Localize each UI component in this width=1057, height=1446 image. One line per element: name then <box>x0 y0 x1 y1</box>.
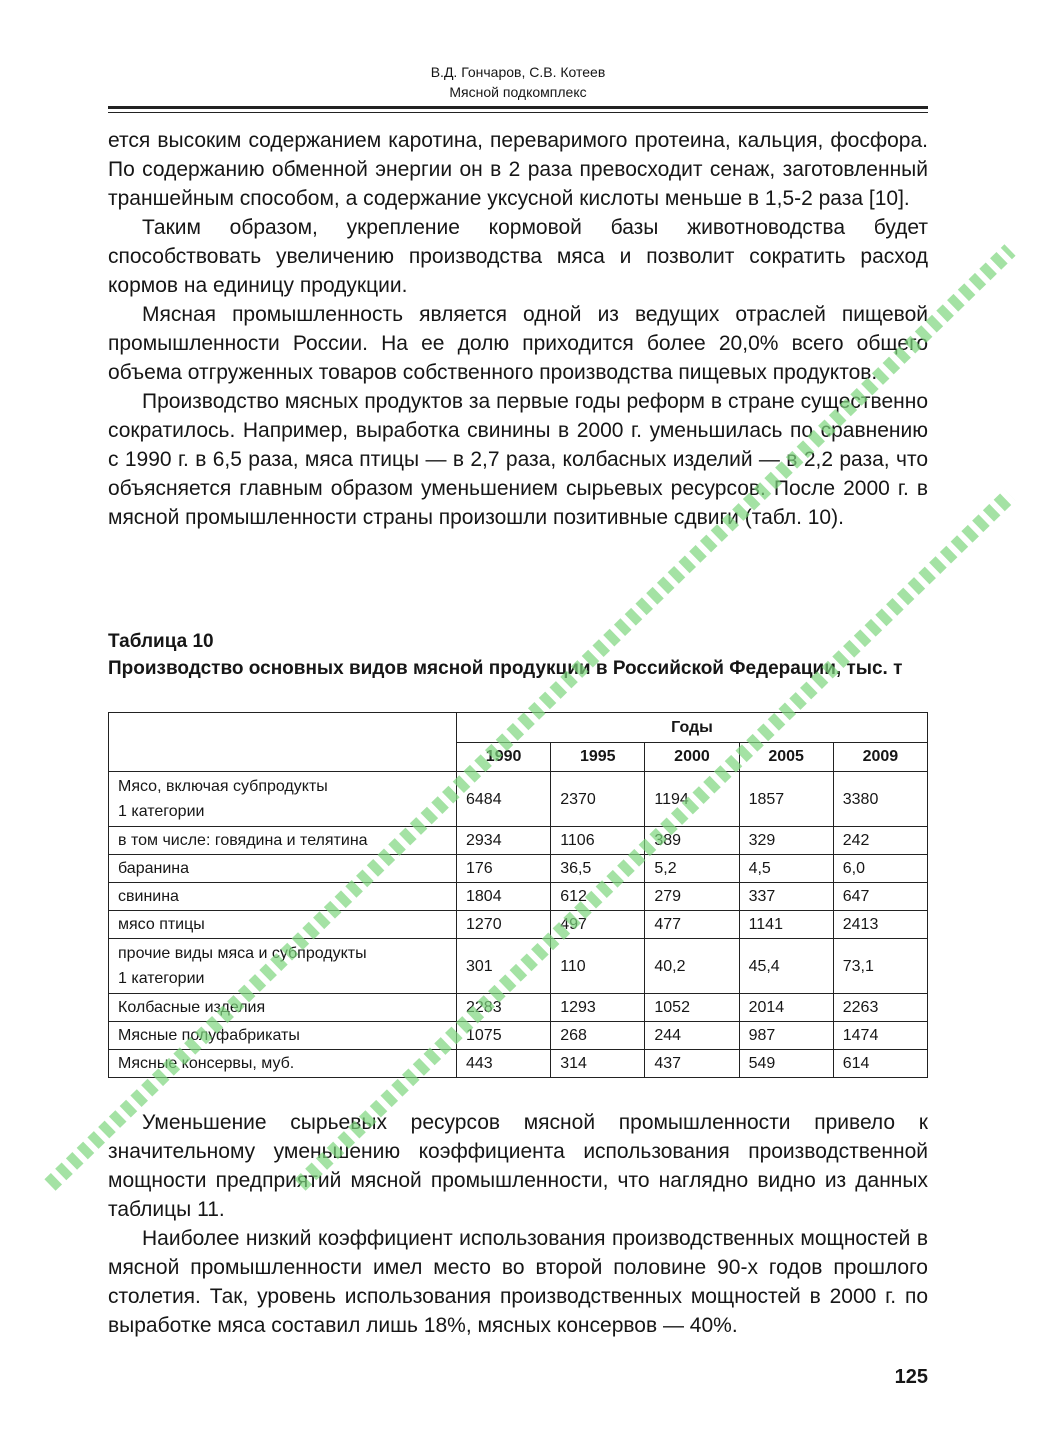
row-label: Мясные полуфабрикаты <box>109 1022 457 1050</box>
table-header-row <box>109 713 928 743</box>
row-label: Мясо, включая субпродукты 1 категории <box>109 772 457 827</box>
table-cell: 614 <box>833 1050 927 1078</box>
paragraph: Производство мясных продуктов за первые годы реформ в стране существенно сократилось. Например, выработка свинины в 2000 г. уменьшилась по сравнению с 1990 г. в 6,5 раза, мяса птицы — в 2,7 раза, колбасных изделий — в 2,2 раза, что объясняется главным образом уменьшением сырьевых ресурсов. После 2000 г. в мясной промышленности страны произошли позитивные сдвиги (табл. 10). <box>108 390 928 529</box>
table-cell: 2370 <box>551 772 645 827</box>
year-header: 1995 <box>551 743 645 772</box>
table-row <box>109 911 928 939</box>
row-label: Мясные консервы, муб. <box>109 1050 457 1078</box>
paragraph: Таким образом, укрепление кормовой базы животноводства будет способствовать увеличению производства мяса и позволит сократить расход кормов на единицу продукции. <box>108 216 928 297</box>
table-cell: 477 <box>645 911 739 939</box>
table-cell: 73,1 <box>833 939 927 994</box>
year-header: 2005 <box>739 743 833 772</box>
table-title: Производство основных видов мясной продукции в Российской Федерации, тыс. т <box>108 658 903 679</box>
table-cell: 3380 <box>833 772 927 827</box>
table-cell: 612 <box>551 883 645 911</box>
year-header: 1990 <box>457 743 551 772</box>
table-cell: 6,0 <box>833 855 927 883</box>
table-cell: 647 <box>833 883 927 911</box>
table-row <box>109 994 928 1022</box>
paragraph-continued: ется высоким содержанием каротина, переваримого протеина, кальция, фосфора. По содержанию обменной энергии он в 2 раза превосходит сенаж, заготовленный траншейным способом, а содержание уксусной кислоты меньше в 1,5-2 раза [10]. <box>108 129 928 210</box>
table-cell: 1293 <box>551 994 645 1022</box>
table-cell: 443 <box>457 1050 551 1078</box>
page-number: 125 <box>894 1366 928 1388</box>
table-row <box>109 855 928 883</box>
table-cell: 329 <box>739 827 833 855</box>
table-cell: 1075 <box>457 1022 551 1050</box>
paragraph: Наиболее низкий коэффициент использования производственных мощностей в мясной промышленности имел место во второй половине 90-х годов прошлого столетия. Так, уровень использования производственных мощностей в 2000 г. по выработке мяса составил лишь 18%, мясных консервов — 40%. <box>108 1227 928 1337</box>
table-cell: 987 <box>739 1022 833 1050</box>
table-row <box>109 827 928 855</box>
row-label: в том числе: говядина и телятина <box>109 827 457 855</box>
table-cell: 1474 <box>833 1022 927 1050</box>
table-caption <box>108 628 928 682</box>
table-cell: 6484 <box>457 772 551 827</box>
header-divider <box>108 106 928 109</box>
table-cell: 437 <box>645 1050 739 1078</box>
table-row <box>109 939 928 994</box>
table-cell: 1194 <box>645 772 739 827</box>
table-cell: 40,2 <box>645 939 739 994</box>
table-cell: 279 <box>645 883 739 911</box>
header-title: Мясной подкомплекс <box>449 84 587 100</box>
year-header: 2000 <box>645 743 739 772</box>
table-cell: 389 <box>645 827 739 855</box>
table-cell: 1804 <box>457 883 551 911</box>
table-row <box>109 1022 928 1050</box>
table-cell: 4,5 <box>739 855 833 883</box>
table-cell: 337 <box>739 883 833 911</box>
table-cell: 242 <box>833 827 927 855</box>
table-cell: 2283 <box>457 994 551 1022</box>
table-cell: 497 <box>551 911 645 939</box>
table-cell: 268 <box>551 1022 645 1050</box>
row-label: свинина <box>109 883 457 911</box>
table-cell: 2263 <box>833 994 927 1022</box>
table-cell: 5,2 <box>645 855 739 883</box>
header-authors: В.Д. Гончаров, С.В. Котеев <box>430 64 606 80</box>
running-header <box>108 62 928 102</box>
table-cell: 2934 <box>457 827 551 855</box>
table-label: Таблица 10 <box>108 631 214 652</box>
table-cell: 244 <box>645 1022 739 1050</box>
table-cell: 1052 <box>645 994 739 1022</box>
table-cell: 176 <box>457 855 551 883</box>
row-label: Колбасные изделия <box>109 994 457 1022</box>
row-label: прочие виды мяса и субпродукты 1 категории <box>109 939 457 994</box>
production-table <box>108 712 928 1078</box>
table-cell: 1106 <box>551 827 645 855</box>
year-header: 2009 <box>833 743 927 772</box>
table-cell: 1857 <box>739 772 833 827</box>
table-cell: 301 <box>457 939 551 994</box>
row-label: мясо птицы <box>109 911 457 939</box>
row-label: баранина <box>109 855 457 883</box>
table-cell: 2014 <box>739 994 833 1022</box>
header-divider-thin <box>108 112 928 113</box>
table-row <box>109 772 928 827</box>
table-cell: 1270 <box>457 911 551 939</box>
years-group-header: Годы <box>457 713 928 743</box>
table-cell: 45,4 <box>739 939 833 994</box>
table-cell: 549 <box>739 1050 833 1078</box>
table-cell: 36,5 <box>551 855 645 883</box>
table-cell: 1141 <box>739 911 833 939</box>
bottom-text-block <box>108 1108 928 1340</box>
table-row <box>109 883 928 911</box>
paragraph: Уменьшение сырьевых ресурсов мясной промышленности привело к значительному уменьшению коэффициента использования производственной мощности предприятий мясной промышленности, что наглядно видно из данных таблицы 11. <box>108 1111 928 1221</box>
table-row <box>109 1050 928 1078</box>
top-text-block <box>108 126 928 532</box>
paragraph: Мясная промышленность является одной из ведущих отраслей пищевой промышленности России. На ее долю приходится более 20,0% всего общего объема отгруженных товаров собственного производства пищевых продуктов. <box>108 303 928 384</box>
table-cell: 2413 <box>833 911 927 939</box>
table-cell: 314 <box>551 1050 645 1078</box>
table-cell: 110 <box>551 939 645 994</box>
row-label-header <box>109 713 457 772</box>
